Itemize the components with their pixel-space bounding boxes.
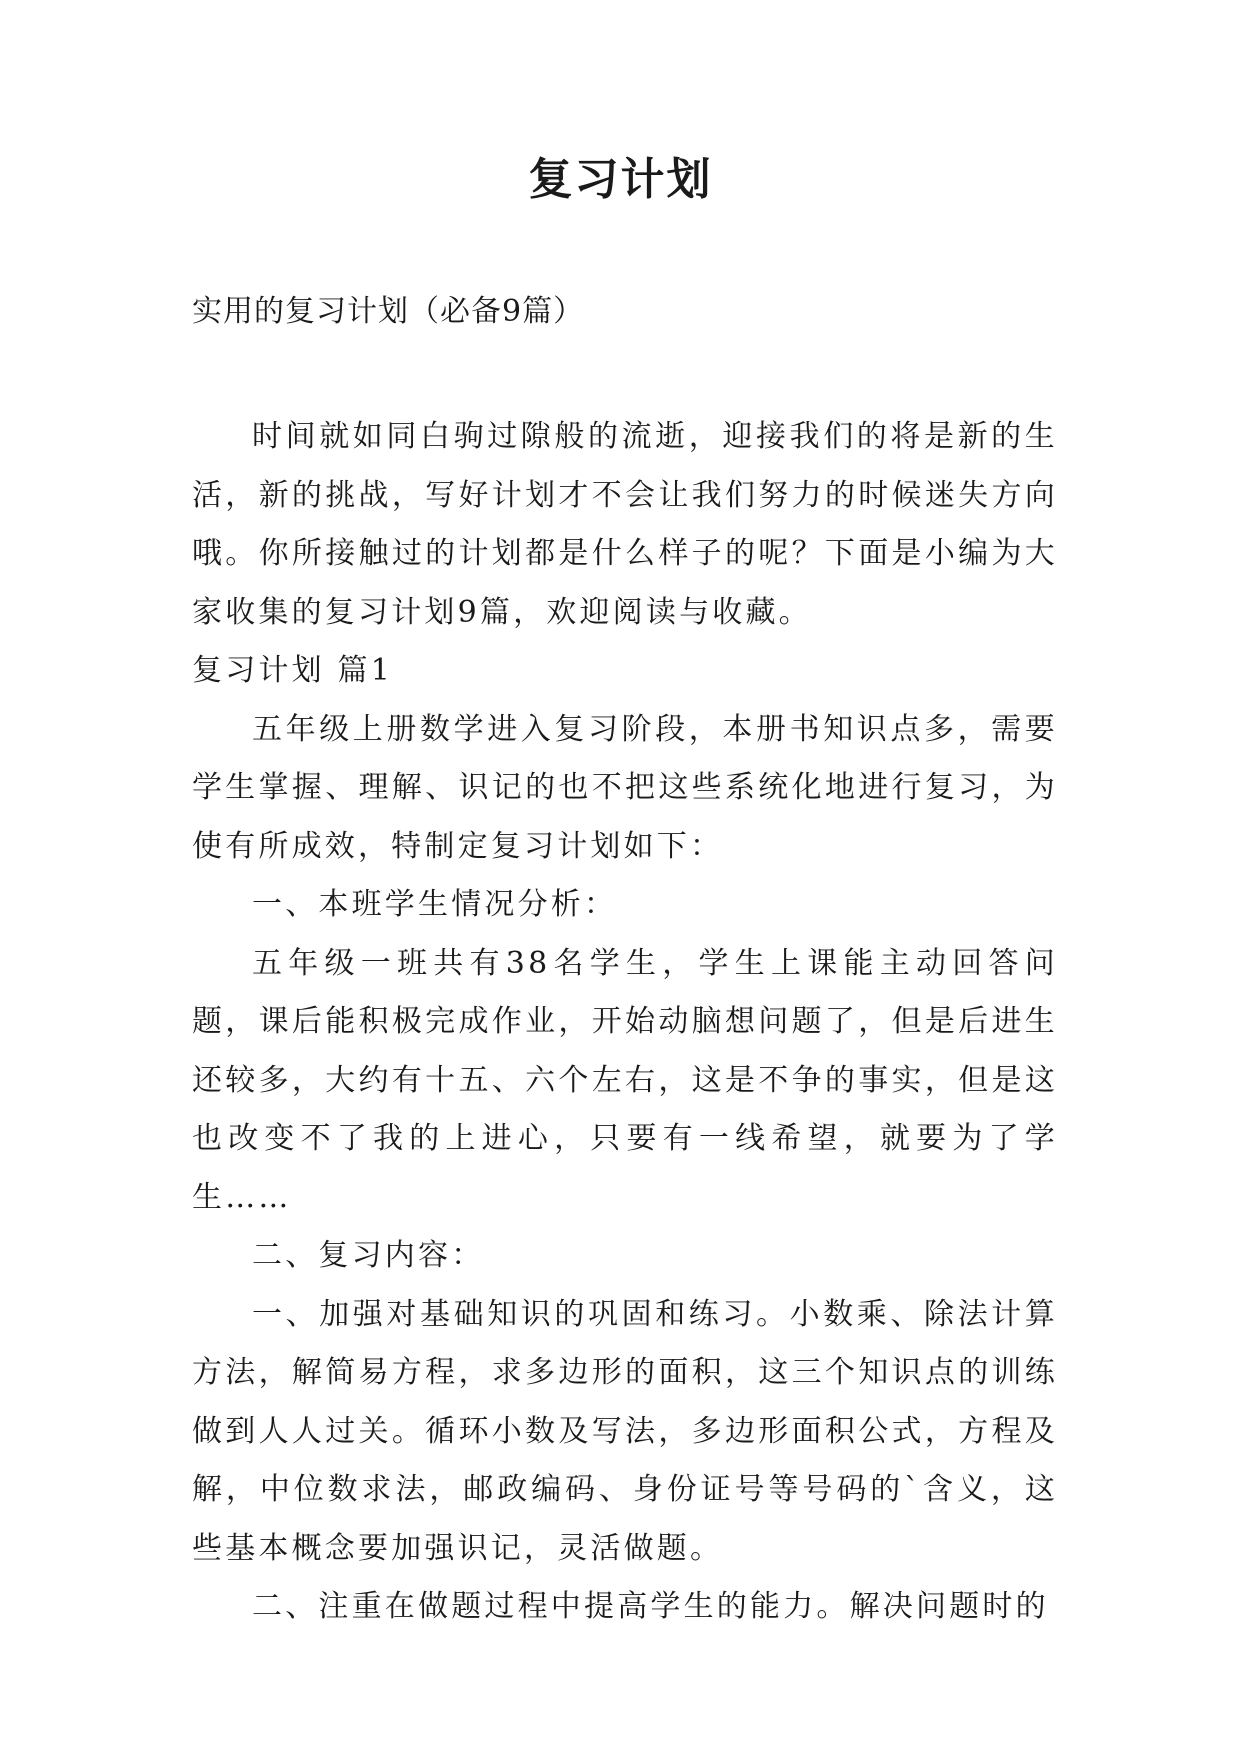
body-paragraph: 一、本班学生情况分析： <box>252 887 618 922</box>
body-paragraph: 二、注重在做题过程中提高学生的能力。解决问题时的 <box>252 1589 1049 1624</box>
document-subtitle: 实用的复习计划（必备9篇） <box>192 294 585 329</box>
body-paragraph: 五年级一班共有38名学生，学生上课能主动回答问题，课后能积极完成作业，开始动脑想问题了，但是后进生还较多，大约有十五、六个左右，这是不争的事实，但是这也改变不了我的上进心，只要有一线希望，就要为了学生…… <box>192 945 1058 1215</box>
body-paragraph: 二、复习内容： <box>252 1238 485 1273</box>
body-paragraph: 复习计划 篇1 <box>192 653 394 688</box>
document-body <box>192 408 1058 1637</box>
body-paragraph: 时间就如同白驹过隙般的流逝，迎接我们的将是新的生活，新的挑战，写好计划才不会让我们努力的时候迷失方向哦。你所接触过的计划都是什么样子的呢？下面是小编为大家收集的复习计划9篇，欢迎阅读与收藏。 <box>192 419 1058 630</box>
body-paragraph: 一、加强对基础知识的巩固和练习。小数乘、除法计算方法，解简易方程，求多边形的面积，这三个知识点的训练做到人人过关。循环小数及写法，多边形面积公式，方程及解，中位数求法，邮政编码、身份证号等号码的`含义，这些基本概念要加强识记，灵活做题。 <box>192 1296 1058 1566</box>
body-paragraph: 五年级上册数学进入复习阶段，本册书知识点多，需要学生掌握、理解、识记的也不把这些系统化地进行复习，为使有所成效，特制定复习计划如下： <box>192 711 1058 864</box>
document-title: 复习计划 <box>528 154 713 205</box>
